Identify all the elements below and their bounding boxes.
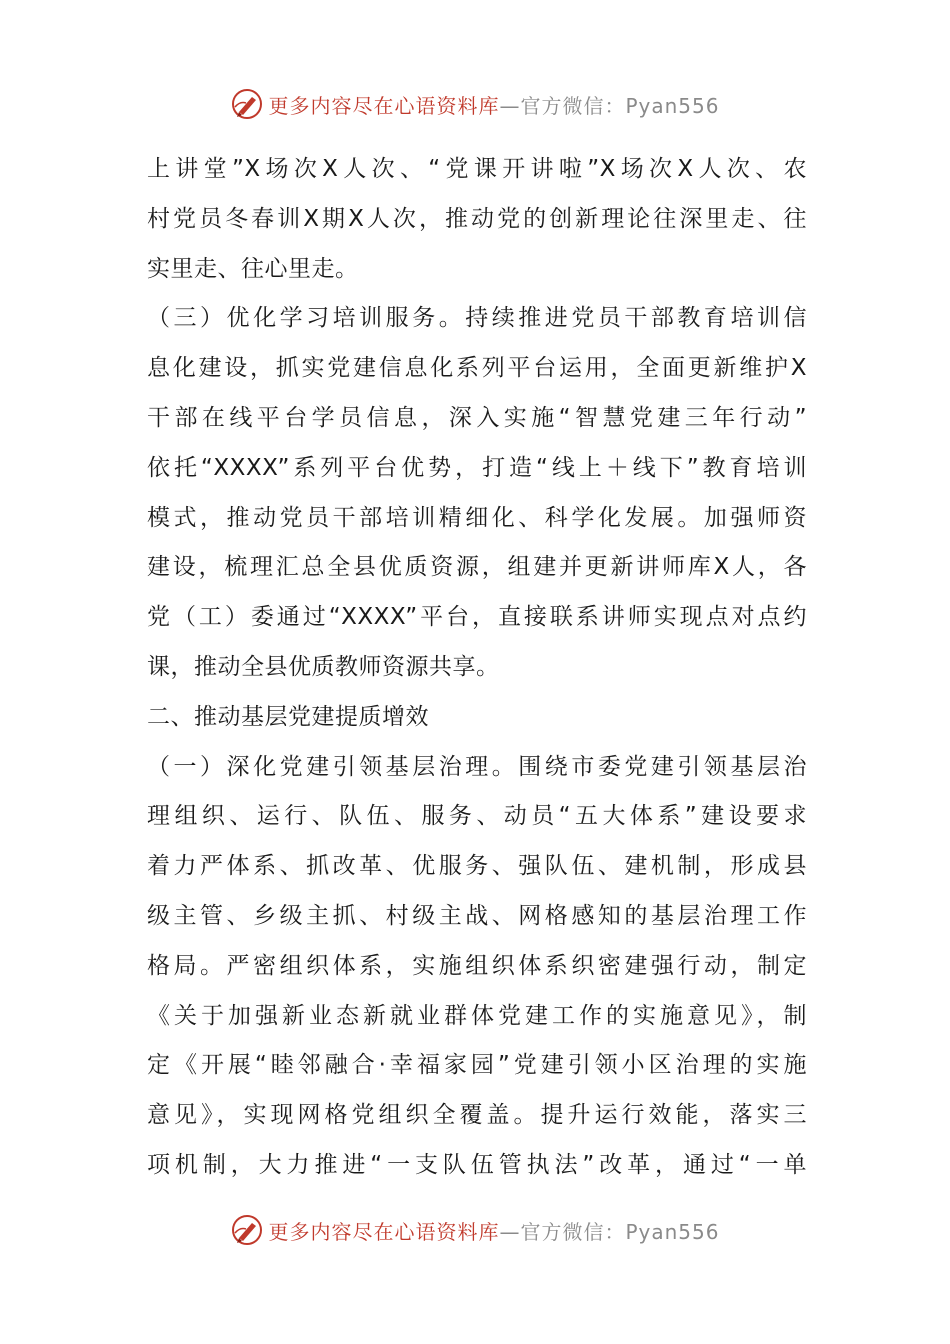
text-line: 息化建设，抓实党建信息化系列平台运用，全面更新维护X — [147, 355, 807, 382]
text-line: 村党员冬春训X期X人次，推动党的创新理论往深里走、往 — [147, 205, 807, 232]
pen-logo-icon — [230, 87, 264, 121]
text-line: 理组织、运行、队伍、服务、动员“五大体系”建设要求 — [147, 803, 807, 830]
text-line: 建设，梳理汇总全县优质资源，组建并更新讲师库X人，各 — [147, 554, 807, 581]
document-body — [147, 145, 807, 1191]
text-line: 着力严体系、抓改革、优服务、强队伍、建机制，形成县 — [147, 853, 807, 880]
section-heading-line: （三）优化学习培训服务。持续推进党员干部教育培训信 — [147, 305, 807, 332]
text-line: 模式，推动党员干部培训精细化、科学化发展。加强师资 — [147, 504, 807, 531]
section-heading-line: （一）深化党建引领基层治理。围绕市委党建引领基层治 — [147, 753, 807, 780]
text-line: 实里走、往心里走。 — [147, 255, 359, 282]
watermark-text: 更多内容尽在心语资料库—官方微信：Pyan556 — [268, 93, 720, 118]
text-line: 《关于加强新业态新就业群体党建工作的实施意见》，制 — [147, 1002, 807, 1029]
text-line: 依托“XXXX”系列平台优势，打造“线上＋线下”教育培训 — [147, 454, 807, 481]
text-line: 级主管、乡级主抓、村级主战、网格感知的基层治理工作 — [147, 902, 807, 929]
watermark-text: 更多内容尽在心语资料库—官方微信：Pyan556 — [268, 1219, 720, 1244]
text-line: 定《开展“睦邻融合·幸福家园”党建引领小区治理的实施 — [147, 1052, 807, 1079]
chapter-heading: 二、推动基层党建提质增效 — [147, 703, 429, 730]
text-line: 课，推动全县优质教师资源共享。 — [147, 653, 500, 680]
pen-logo-icon — [230, 1213, 264, 1247]
text-line: 党（工）委通过“XXXX”平台，直接联系讲师实现点对点约 — [147, 604, 807, 631]
text-line: 干部在线平台学员信息，深入实施“智慧党建三年行动” — [147, 404, 807, 431]
text-line: 上讲堂”X场次X人次、“党课开讲啦”X场次X人次、农 — [147, 156, 807, 182]
text-line: 意见》，实现网格党组织全覆盖。提升运行效能，落实三 — [147, 1102, 807, 1129]
text-line: 项机制，大力推进“一支队伍管执法”改革，通过“一单 — [147, 1151, 807, 1178]
header-watermark — [0, 84, 950, 124]
footer-watermark — [0, 1210, 950, 1250]
text-line: 格局。严密组织体系，实施组织体系织密建强行动，制定 — [147, 952, 807, 979]
